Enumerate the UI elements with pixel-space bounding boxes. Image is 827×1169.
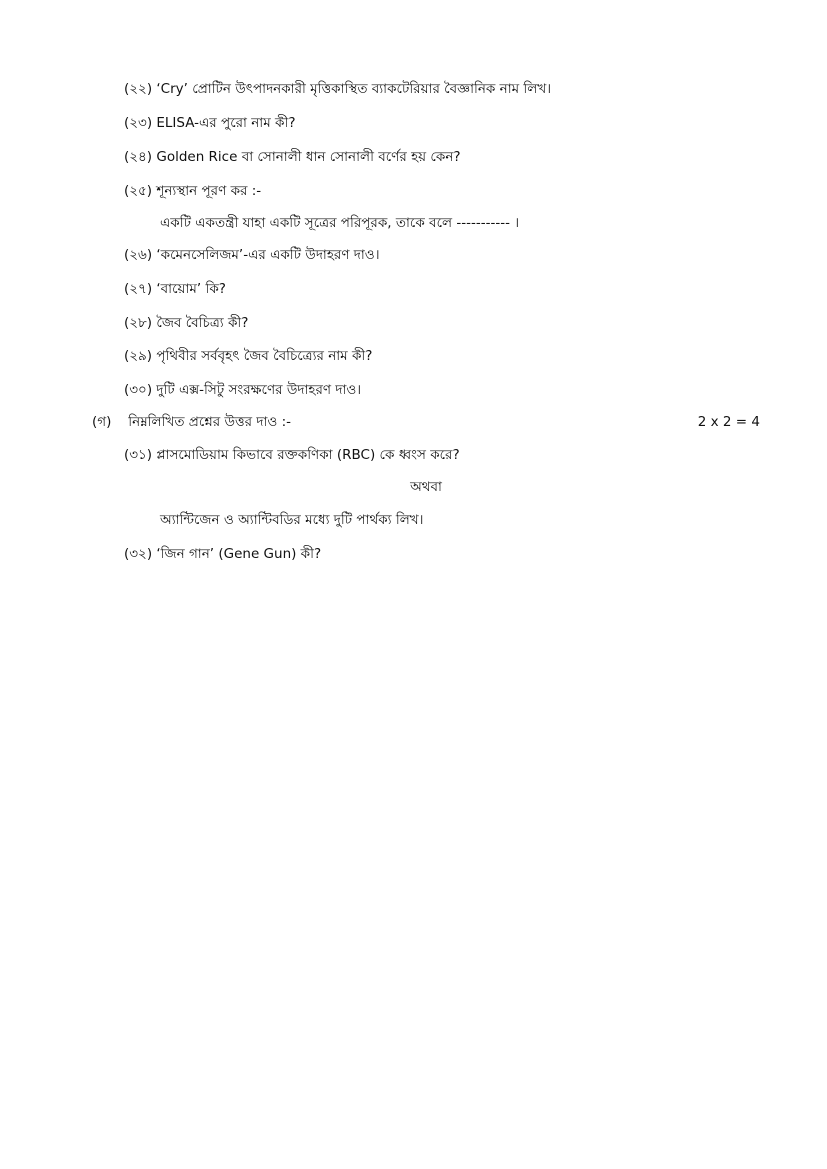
or-separator: অথবা [410,479,442,495]
question-26: (২৬) ‘কমেনসেলিজম’-এর একটি উদাহরণ দাও। [124,247,380,263]
question-29: (২৯) পৃথিবীর সর্ববৃহৎ জৈব বৈচিত্র্যের নাম কী? [124,348,373,364]
section-ga-label: (গ) [92,414,112,430]
question-25-fill-blank: একটি একতন্ত্রী যাহা একটি সূত্রের পরিপূরক, তাকে বলে ----------- । [160,215,520,231]
question-31-alternative: অ্যান্টিজেন ও অ্যান্টিবডির মধ্যে দুটি পার্থক্য লিখ। [160,512,424,528]
question-22: (২২) ‘Cry’ প্রোটিন উৎপাদনকারী মৃত্তিকাস্থিত ব্যাকটেরিয়ার বৈজ্ঞানিক নাম লিখ। [124,81,552,97]
section-ga-marks: 2 x 2 = 4 [697,414,760,430]
question-24: (২৪) Golden Rice বা সোনালী ধান সোনালী বর্ণের হয় কেন? [124,149,461,165]
question-28: (২৮) জৈব বৈচিত্র্য কী? [124,315,249,331]
question-31: (৩১) প্লাসমোডিয়াম কিভাবে রক্তকণিকা (RBC) কে ধ্বংস করে? [124,447,460,463]
question-25: (২৫) শূন্যস্থান পূরণ কর :- [124,183,262,199]
question-27: (২৭) ‘বায়োম’ কি? [124,281,226,297]
section-ga-instruction: নিম্নলিখিত প্রশ্নের উত্তর দাও :- [128,414,292,430]
question-23: (২৩) ELISA-এর পুরো নাম কী? [124,115,296,131]
question-32: (৩২) ‘জিন গান’ (Gene Gun) কী? [124,546,322,562]
question-30: (৩০) দুটি এক্স-সিটু সংরক্ষণের উদাহরণ দাও। [124,382,362,398]
section-ga-heading [92,413,291,431]
